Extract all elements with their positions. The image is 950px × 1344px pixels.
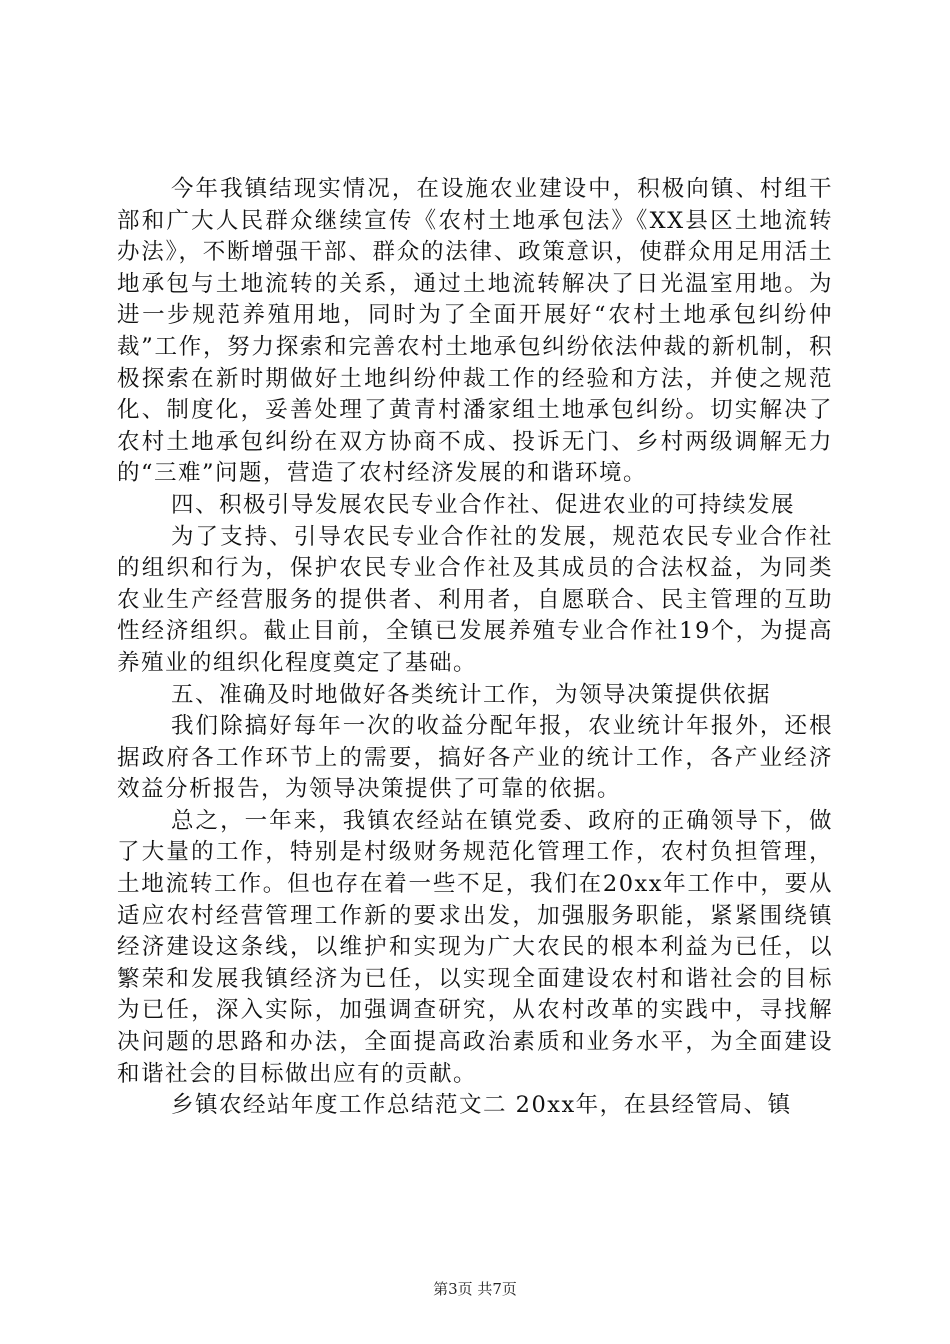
paragraph-cooperatives: 为了支持、引导农民专业合作社的发展，规范农民专业合作社的组织和行为，保护农民专业合作社及其成员的合法权益，为同类农业生产经营服务的提供者、利用者，自愿联合、民主管理的互助性经济组织。截止目前，全镇已发展养殖专业合作社19个，为提高养殖业的组织化程度奠定了基础。: [117, 523, 833, 676]
section-heading-cooperatives: 四、积极引导发展农民专业合作社、促进农业的可持续发展: [171, 491, 796, 518]
paragraph-summary: 总之，一年来，我镇农经站在镇党委、政府的正确领导下，做了大量的工作，特别是村级财务规范化管理工作，农村负担管理，土地流转工作。但也存在着一些不足，我们在20xx年工作中，要从适应农村经营管理工作新的要求出发，加强服务职能，紧紧围绕镇经济建设这条线，以维护和实现为广大农民的根本利益为已任，以繁荣和发展我镇经济为已任，以实现全面建设农村和谐社会的目标为已任，深入实际，加强调查研究，从农村改革的实践中，寻找解决问题的思路和办法，全面提高政治素质和业务水平，为全面建设和谐社会的目标做出应有的贡献。: [117, 807, 833, 1087]
page-footer: 第3页 共7页: [433, 1280, 517, 1298]
section-heading-statistics: 五、准确及时地做好各类统计工作，为领导决策提供依据: [171, 681, 772, 708]
paragraph-statistics: 我们除搞好每年一次的收益分配年报，农业统计年报外，还根据政府各工作环节上的需要，搞好各产业的统计工作，各产业经济效益分析报告，为领导决策提供了可靠的依据。: [117, 713, 833, 803]
paragraph-sample-two-start: 乡镇农经站年度工作总结范文二 20xx年，在县经管局、镇: [171, 1092, 792, 1119]
document-body: [117, 174, 833, 1122]
paragraph-land-contract: 今年我镇结现实情况，在设施农业建设中，积极向镇、村组干部和广大人民群众继续宣传《农村土地承包法》《XX县区土地流转办法》，不断增强干部、群众的法律、政策意识，使群众用足用活土地承包与土地流转的关系，通过土地流转解决了日光温室用地。为进一步规范养殖用地，同时为了全面开展好“农村土地承包纠纷仲裁”工作，努力探索和完善农村土地承包纠纷依法仲裁的新机制，积极探索在新时期做好土地纠纷仲裁工作的经验和方法，并使之规范化、制度化，妥善处理了黄青村潘家组土地承包纠纷。切实解决了农村土地承包纠纷在双方协商不成、投诉无门、乡村两级调解无力的“三难”问题，营造了农村经济发展的和谐环境。: [117, 176, 833, 487]
